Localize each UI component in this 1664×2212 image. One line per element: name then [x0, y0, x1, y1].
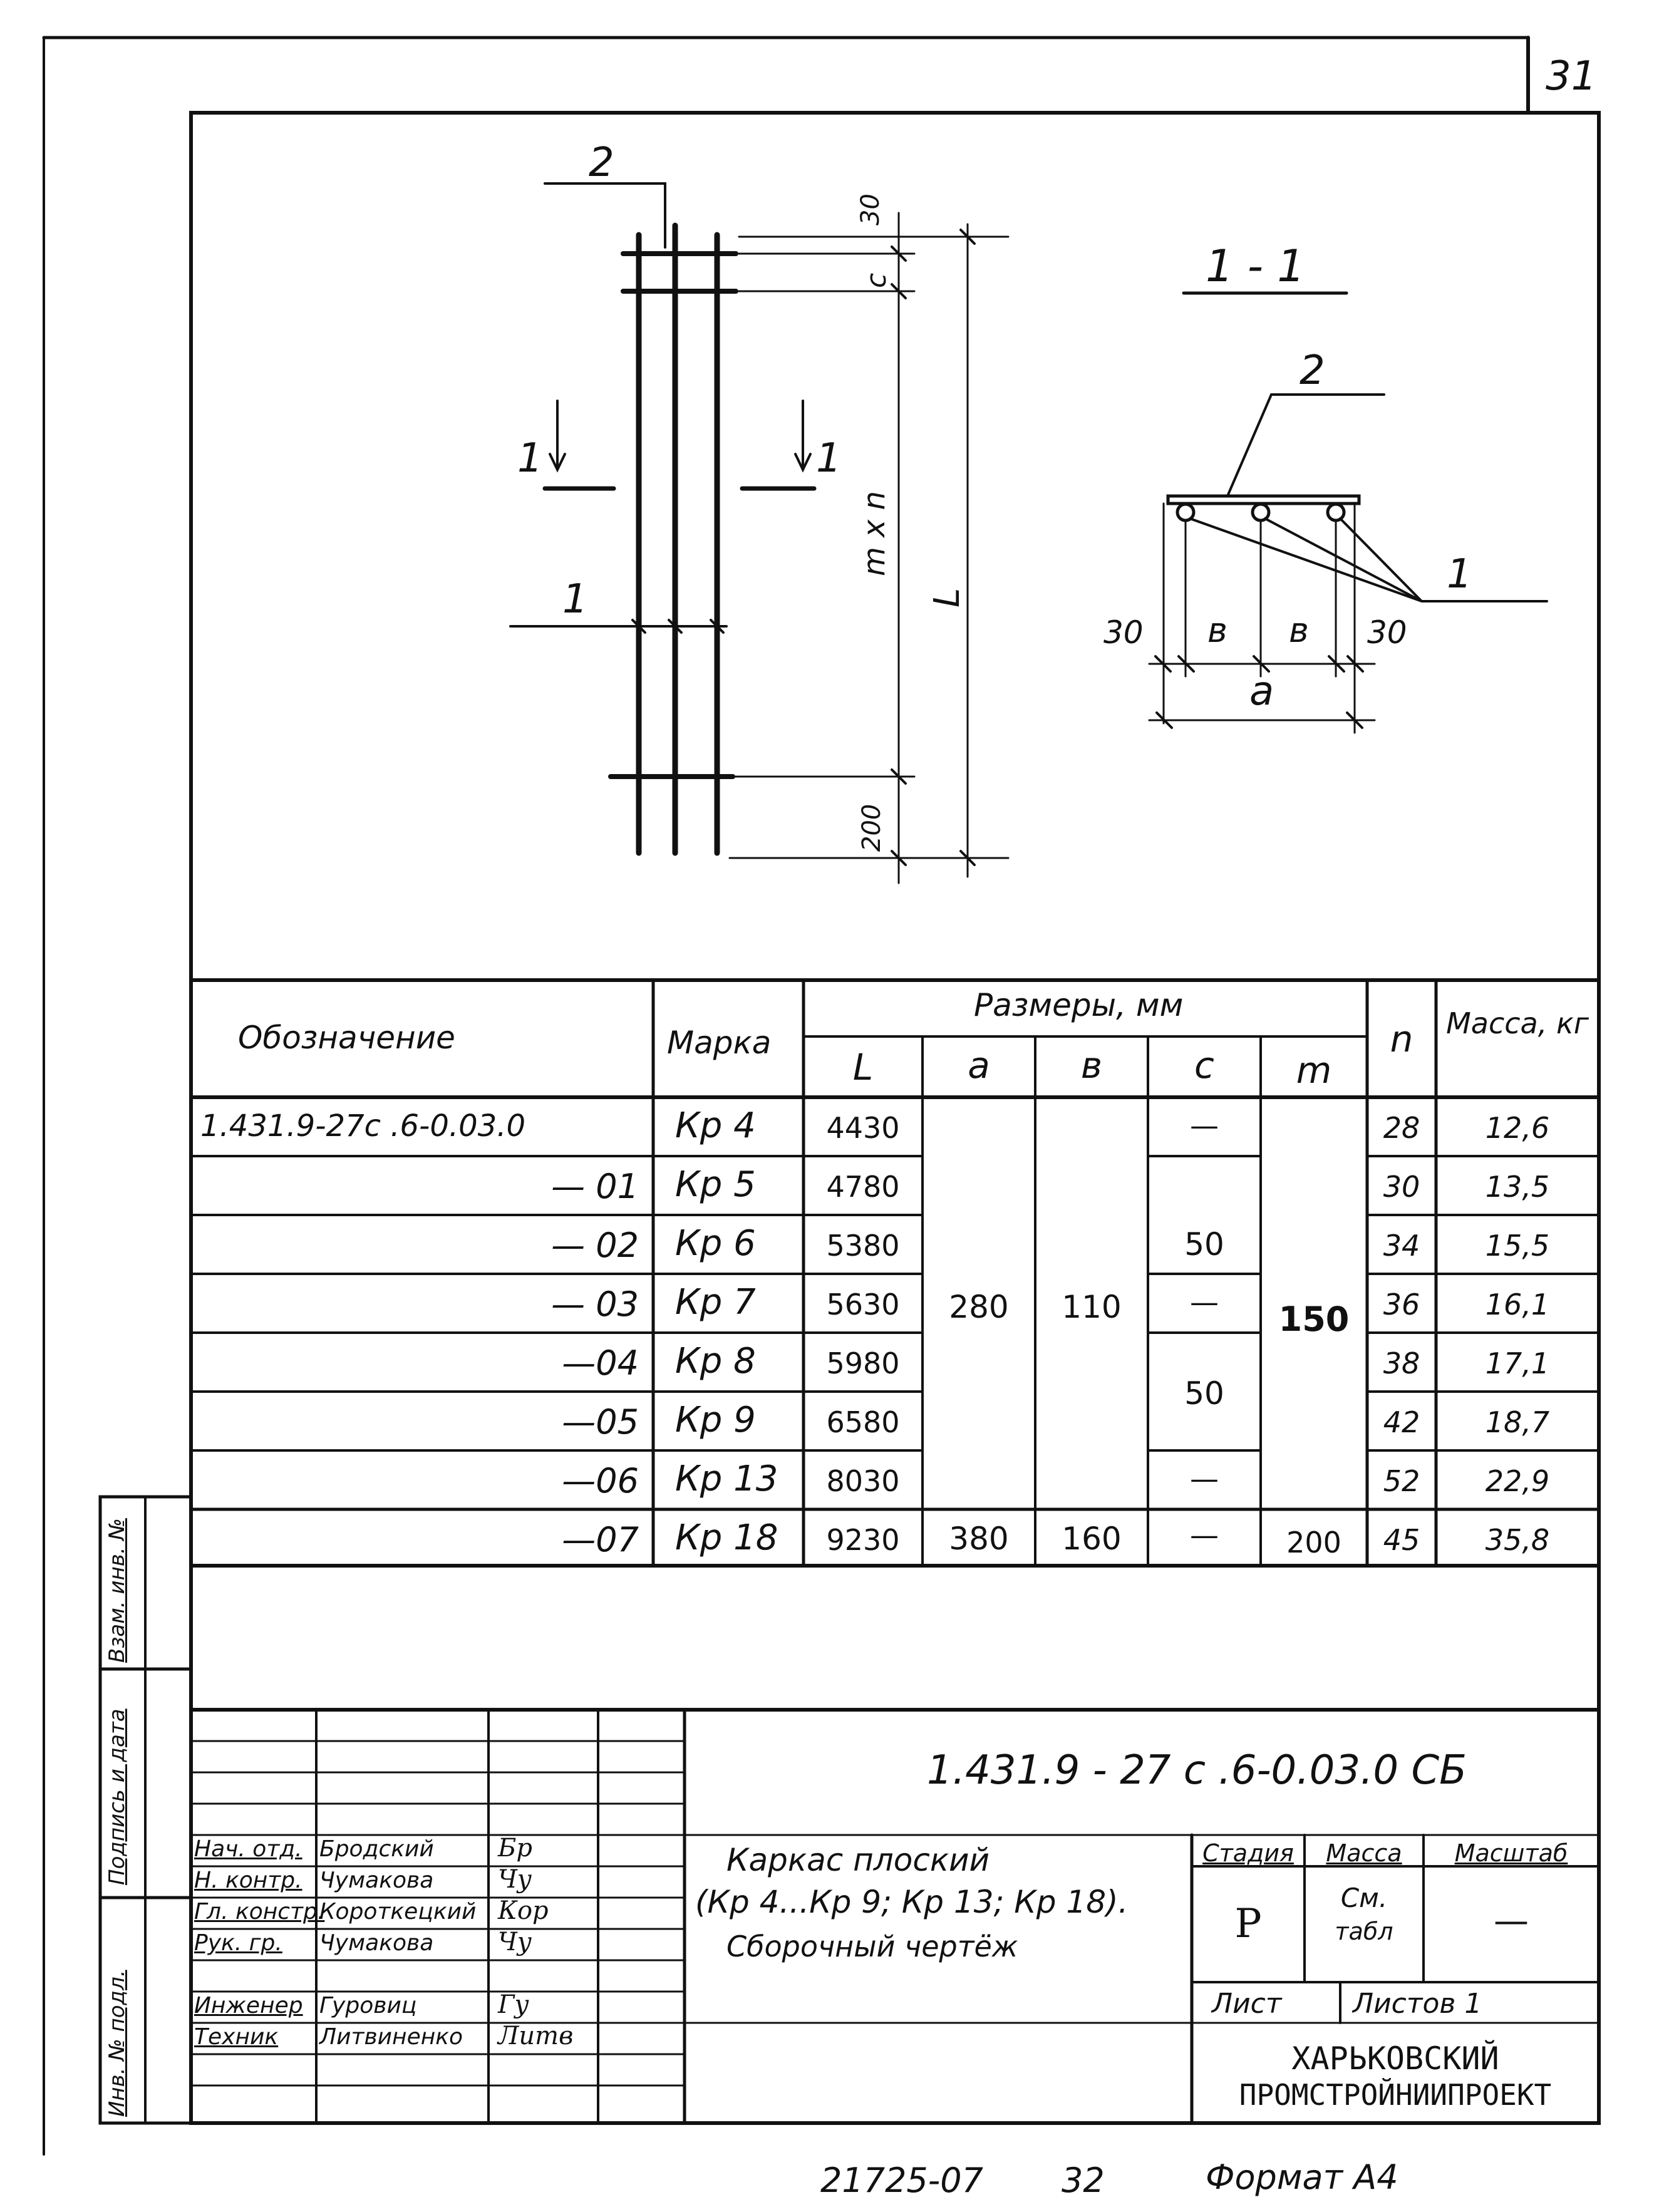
document-code: 1.431.9 - 27 с .6-0.03.0 СБ	[927, 1747, 1467, 1794]
signatory-name: Гуровиц	[319, 1993, 417, 2018]
sheet-label: Лист	[1212, 1988, 1282, 2020]
header-n: n	[1390, 1018, 1413, 1060]
side-stamp-replacement: Взам. инв. №	[105, 1518, 130, 1663]
row-mass: 15,5	[1485, 1229, 1550, 1263]
scale-value: —	[1494, 1901, 1529, 1941]
row-n: 34	[1383, 1229, 1420, 1263]
row-mark: Кр 7	[675, 1282, 756, 1323]
sheet-format: Формат А4	[1206, 2158, 1398, 2197]
cell-b-row8: 160	[1062, 1521, 1122, 1557]
signatory-signature: Кор	[498, 1896, 549, 1925]
row-n: 52	[1383, 1464, 1420, 1498]
section-dim-b2: в	[1289, 611, 1309, 650]
row-n: 38	[1383, 1346, 1420, 1380]
dim-30-label: 30	[856, 194, 885, 225]
header-dimensions: Размеры, мм	[974, 987, 1184, 1023]
cell-m-row8: 200	[1286, 1526, 1341, 1559]
cut-mark-right-label: 1	[816, 435, 842, 482]
signatory-name: Бродский	[319, 1836, 434, 1862]
row-mass: 12,6	[1485, 1111, 1550, 1145]
dim-c-label: c	[860, 272, 892, 288]
section-dim-30-right: 30	[1367, 614, 1407, 651]
signatory-role: Техник	[194, 2024, 279, 2050]
side-stamp-signature-date: Подпись и дата	[105, 1708, 130, 1885]
cut-mark-left-label: 1	[517, 435, 543, 482]
sheets-count: Листов 1	[1353, 1988, 1482, 2020]
signatory-signature: Чу	[498, 1865, 532, 1894]
header-a: a	[968, 1044, 990, 1087]
row-mark: Кр 6	[675, 1223, 756, 1264]
header-c: c	[1194, 1044, 1214, 1087]
stage-value: Р	[1234, 1901, 1262, 1947]
row-mass: 35,8	[1485, 1523, 1550, 1557]
signatory-signature: Гу	[498, 1990, 529, 2019]
organization-line-1: ХАРЬКОВСКИЙ	[1291, 2040, 1499, 2077]
signatory-role: Гл. констр.	[194, 1899, 325, 1925]
row-designation: — 01	[551, 1167, 639, 1206]
cell-c-row7: —	[1190, 1462, 1219, 1496]
cell-a-merged: 280	[949, 1289, 1009, 1325]
row-L: 5630	[826, 1288, 900, 1321]
header-L: L	[852, 1046, 874, 1088]
row-mark: Кр 8	[675, 1341, 756, 1382]
signatory-role: Инженер	[194, 1993, 303, 2018]
archive-number: 21725-07	[820, 2161, 983, 2200]
signatory-role: Рук. гр.	[194, 1930, 282, 1956]
row-designation: — 02	[551, 1226, 639, 1265]
row-mark: Кр 9	[675, 1400, 756, 1440]
signatory-name: Чумакова	[319, 1868, 434, 1893]
section-leader-1-label: 1	[1447, 551, 1472, 597]
row-designation: —06	[562, 1461, 639, 1501]
leader-1-label: 1	[562, 576, 588, 623]
cell-c-row8: —	[1190, 1518, 1219, 1552]
cell-c-rows5-6: 50	[1184, 1375, 1224, 1412]
signatory-signature: Бр	[498, 1834, 532, 1863]
row-designation: —07	[562, 1520, 639, 1559]
row-designation: — 03	[551, 1284, 639, 1324]
row-L: 8030	[826, 1464, 900, 1498]
header-mass: Масса, кг	[1446, 1006, 1589, 1040]
row-L: 4780	[826, 1170, 900, 1204]
row-n: 36	[1383, 1288, 1420, 1321]
mass-label: Масса	[1326, 1839, 1402, 1867]
row-mass: 13,5	[1485, 1170, 1550, 1204]
signatory-name: Короткецкий	[319, 1899, 477, 1925]
signatory-signature: Чу	[498, 1928, 532, 1956]
row-designation: —04	[562, 1343, 639, 1383]
signatory-role: Нач. отд.	[194, 1836, 302, 1862]
title-line-1: Каркас плоский	[726, 1842, 990, 1878]
row-designation: —05	[562, 1402, 639, 1442]
signatory-role: Н. контр.	[194, 1868, 302, 1893]
header-designation: Обозначение	[238, 1020, 455, 1056]
dim-L-label: L	[927, 587, 968, 607]
sheet-number: 31	[1546, 53, 1597, 100]
scale-label: Масштаб	[1454, 1839, 1568, 1867]
dim-mxn-label: m x n	[857, 490, 892, 576]
cell-b-merged: 110	[1062, 1289, 1122, 1325]
mass-value-line2: табл	[1335, 1918, 1393, 1945]
leader-2-label: 2	[589, 140, 614, 186]
section-leader-2-label: 2	[1300, 348, 1325, 394]
title-line-3: Сборочный чертёж	[726, 1930, 1018, 1963]
side-stamp-inventory: Инв. № подл.	[105, 1970, 130, 2117]
row-n: 42	[1383, 1405, 1420, 1439]
row-n: 30	[1383, 1170, 1420, 1204]
row-mark: Кр 13	[675, 1459, 778, 1499]
dim-200-label: 200	[857, 804, 886, 852]
cell-a-row8: 380	[949, 1521, 1009, 1557]
row-mark: Кр 5	[675, 1164, 756, 1205]
row-mass: 16,1	[1485, 1288, 1550, 1321]
header-mark: Марка	[667, 1025, 772, 1061]
row-mass: 22,9	[1485, 1464, 1550, 1498]
row-mass: 17,1	[1485, 1346, 1550, 1380]
row-L: 6580	[826, 1405, 900, 1439]
archive-page: 32	[1062, 2161, 1105, 2200]
section-dim-b1: в	[1207, 611, 1227, 650]
cell-c-row4: —	[1190, 1285, 1219, 1319]
row-mark: Кр 4	[675, 1105, 756, 1146]
row-L: 4430	[826, 1111, 900, 1145]
row-mark: Кр 18	[675, 1517, 778, 1558]
row-L: 5980	[826, 1346, 900, 1380]
cell-c-rows2-3: 50	[1184, 1226, 1224, 1263]
row-designation: 1.431.9-27с .6-0.03.0	[200, 1109, 526, 1144]
section-title: 1 - 1	[1206, 240, 1305, 292]
cell-c-row1: —	[1190, 1109, 1219, 1142]
header-b: в	[1080, 1044, 1103, 1087]
signatory-name: Чумакова	[319, 1930, 434, 1956]
section-dim-a: a	[1249, 668, 1274, 715]
row-n: 45	[1383, 1523, 1420, 1557]
cell-m-merged: 150	[1278, 1300, 1350, 1339]
row-n: 28	[1383, 1111, 1420, 1145]
signatory-signature: Литв	[498, 2022, 574, 2050]
row-mass: 18,7	[1485, 1405, 1550, 1439]
row-L: 5380	[826, 1229, 900, 1263]
header-m: m	[1296, 1049, 1332, 1092]
stage-label: Стадия	[1202, 1839, 1294, 1867]
mass-value-line1: См.	[1340, 1883, 1388, 1913]
organization-line-2: ПРОМСТРОЙНИИПРОЕКТ	[1239, 2078, 1552, 2112]
row-L: 9230	[826, 1523, 900, 1557]
section-dim-30-left: 30	[1103, 614, 1144, 651]
signatory-name: Литвиненко	[319, 2024, 463, 2050]
title-line-2: (Кр 4...Кр 9; Кр 13; Кр 18).	[695, 1884, 1129, 1920]
